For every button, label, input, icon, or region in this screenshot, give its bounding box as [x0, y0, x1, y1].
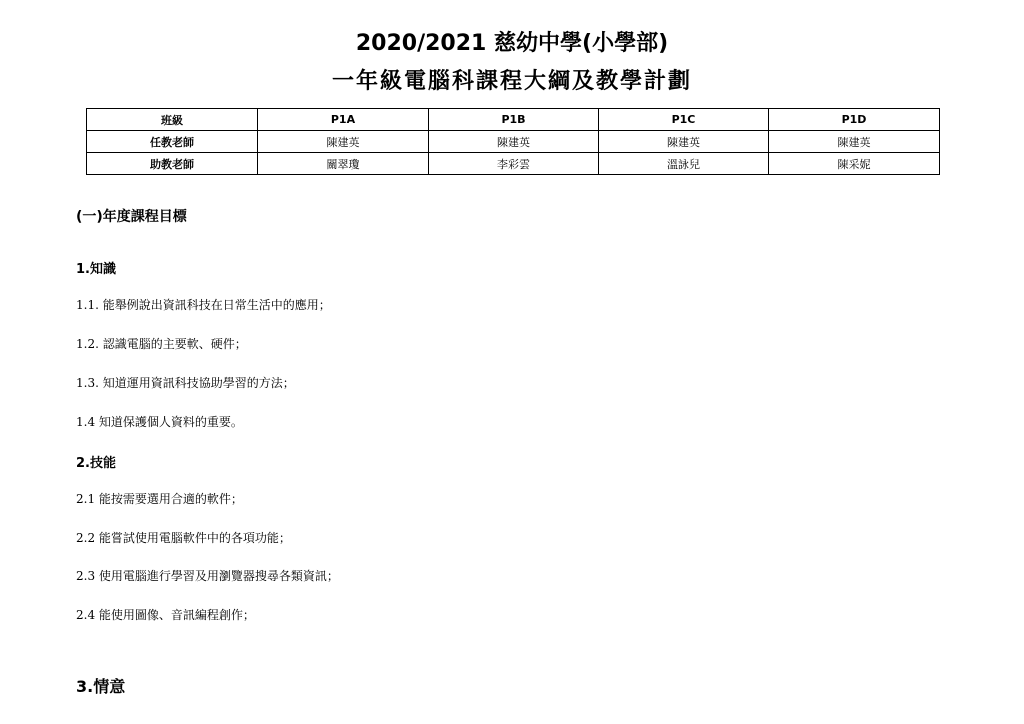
table-row — [87, 153, 940, 175]
group-title-attitude: 3.情意 — [76, 677, 126, 696]
list-item: 1.1. 能舉例說出資訊科技在日常生活中的應用； — [76, 298, 331, 312]
table-row — [87, 131, 940, 153]
table-cell: 陳建英 — [258, 131, 429, 153]
list-item: 2.2 能嘗試使用電腦軟件中的各項功能； — [76, 531, 291, 545]
list-item: 2.3 使用電腦進行學習及用瀏覽器搜尋各類資訊； — [76, 569, 339, 583]
list-item: 2.1 能按需要選用合適的軟件； — [76, 492, 243, 506]
row-header: 任教老師 — [87, 131, 258, 153]
table-cell: 陳建英 — [599, 131, 769, 153]
list-item: 2.4 能使用圖像、音訊編程創作； — [76, 608, 255, 622]
column-header: P1D — [769, 109, 940, 131]
table-cell: 李彩雲 — [429, 153, 599, 175]
group-title-knowledge: 1.知識 — [76, 262, 116, 277]
row-header: 助教老師 — [87, 153, 258, 175]
group-title-skills: 2.技能 — [76, 456, 116, 471]
table-cell: 陳采妮 — [769, 153, 940, 175]
column-header: 班級 — [87, 109, 258, 131]
column-header: P1B — [429, 109, 599, 131]
column-header: P1A — [258, 109, 429, 131]
page-subtitle: 一年級電腦科課程大綱及教學計劃 — [331, 69, 692, 94]
table-header-row — [87, 109, 940, 131]
section-heading: (一)年度課程目標 — [76, 209, 187, 225]
table-cell: 陳建英 — [769, 131, 940, 153]
list-item: 1.2. 認識電腦的主要軟、硬件； — [76, 337, 247, 351]
column-header: P1C — [599, 109, 769, 131]
table-cell: 溫詠兒 — [599, 153, 769, 175]
table-cell: 陳建英 — [429, 131, 599, 153]
staff-table — [86, 108, 940, 175]
page-title: 2020/2021 慈幼中學(小學部) — [355, 31, 669, 56]
list-item: 1.4 知道保護個人資料的重要。 — [76, 415, 243, 429]
list-item: 1.3. 知道運用資訊科技協助學習的方法； — [76, 376, 295, 390]
table-cell: 關翠瓊 — [258, 153, 429, 175]
